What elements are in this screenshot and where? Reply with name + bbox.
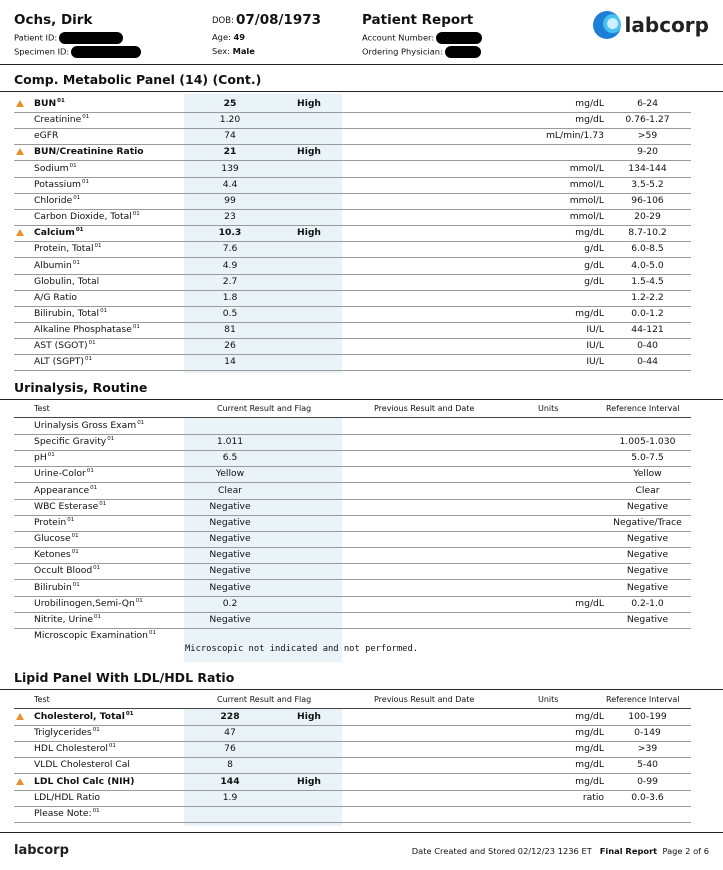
result-row	[14, 338, 691, 355]
patient-id-line	[14, 32, 123, 44]
result-value: 99	[224, 194, 236, 206]
test-name-text: Glucose	[34, 533, 71, 545]
test-name-text: Protein, Total	[34, 243, 94, 255]
test-name-text: Please Note:	[34, 807, 92, 819]
specimen-id-line	[14, 46, 141, 58]
footnote-marker: 01	[69, 162, 77, 169]
reference-interval: 134-144	[628, 162, 667, 174]
reference-interval: 0-99	[637, 775, 658, 787]
test-name	[34, 614, 101, 625]
result-row	[14, 112, 691, 129]
result-row	[14, 483, 691, 500]
redaction-mark	[59, 32, 123, 44]
patient-id-label: Patient ID:	[14, 32, 58, 43]
test-name-text: Triglycerides	[34, 727, 92, 739]
result-units: g/dL	[584, 259, 604, 271]
footnote-marker: 01	[57, 98, 65, 104]
labcorp-logo	[593, 10, 709, 40]
test-name	[34, 420, 144, 431]
footnote-marker: 01	[135, 597, 143, 604]
result-row	[14, 580, 691, 597]
reference-interval: 96-106	[631, 194, 664, 206]
footnote-marker: 01	[92, 807, 100, 814]
test-name-text: Protein	[34, 516, 67, 528]
result-value: 139	[221, 162, 239, 174]
result-units: mg/dL	[575, 775, 604, 787]
abnormal-flag-icon	[16, 778, 24, 785]
result-value: 21	[223, 146, 237, 158]
column-header-test: Test	[34, 404, 50, 413]
test-name-text: Albumin	[34, 259, 72, 271]
reference-interval: 0-44	[637, 356, 658, 368]
patient-name: Ochs, Dirk	[14, 12, 93, 28]
logo-circle-icon	[593, 11, 621, 39]
result-value: 1.8	[222, 291, 238, 303]
sex-line	[212, 46, 255, 56]
reference-interval: Negative	[626, 613, 669, 625]
result-row	[14, 547, 691, 564]
reference-interval: 5.0-7.5	[631, 452, 664, 464]
abnormal-flag-icon	[16, 100, 24, 107]
column-header-units: Units	[538, 695, 559, 704]
reference-interval: 1.5-4.5	[631, 275, 664, 287]
footnote-marker: 01	[132, 324, 140, 331]
result-row	[14, 258, 691, 275]
test-name	[34, 549, 79, 560]
result-row	[14, 193, 691, 210]
result-value: 7.6	[222, 243, 238, 255]
footnote-marker: 01	[99, 500, 107, 507]
section-divider	[0, 91, 723, 92]
test-name-text: HDL Cholesterol	[34, 743, 108, 755]
header-divider	[0, 64, 723, 65]
result-units: mg/dL	[575, 227, 604, 239]
test-name	[34, 808, 100, 819]
result-units: mL/min/1.73	[545, 130, 604, 142]
test-name-text: AST (SGOT)	[34, 340, 88, 352]
section-divider	[0, 689, 723, 690]
test-name	[34, 759, 130, 770]
result-value: 0.5	[222, 307, 238, 319]
footer-status: Final Report	[599, 846, 658, 856]
footnote-marker: 01	[94, 243, 102, 250]
test-name-text: WBC Esterase	[34, 500, 99, 512]
test-name	[34, 598, 143, 609]
footnote-marker: 01	[148, 629, 156, 636]
test-name-text: Specific Gravity	[34, 436, 107, 448]
test-name	[34, 227, 83, 238]
result-units: mg/dL	[575, 743, 604, 755]
result-row	[14, 161, 691, 178]
reference-interval: 0.76-1.27	[625, 114, 670, 126]
test-name-text: eGFR	[34, 130, 59, 142]
reference-interval: 100-199	[628, 711, 667, 722]
result-units: mg/dL	[575, 597, 604, 609]
test-name	[34, 533, 79, 544]
result-units: mmol/L	[569, 162, 604, 174]
test-name-text: Cholesterol, Total	[34, 711, 125, 722]
footnote-marker: 01	[132, 211, 140, 218]
result-value: Yellow	[215, 468, 245, 480]
specimen-id-label: Specimen ID:	[14, 46, 70, 57]
footnote-marker: 01	[93, 565, 101, 572]
result-value: Negative	[209, 533, 251, 545]
footnote-marker: 01	[100, 307, 108, 314]
result-units: mg/dL	[575, 114, 604, 126]
footnote-marker: 01	[108, 743, 116, 750]
column-header-previous: Previous Result and Date	[374, 404, 475, 413]
reference-interval: 4.0-5.0	[631, 259, 664, 271]
section-title: Comp. Metabolic Panel (14) (Cont.)	[14, 72, 262, 87]
result-value: 228	[220, 711, 240, 722]
result-flag: High	[297, 775, 321, 787]
reference-interval: 0-40	[637, 340, 658, 352]
result-value: 47	[224, 727, 236, 739]
result-row	[14, 531, 691, 548]
report-header	[14, 12, 709, 62]
footnote-marker: 01	[137, 420, 145, 426]
section-title: Lipid Panel With LDL/HDL Ratio	[14, 670, 235, 685]
test-name-text: pH	[34, 452, 47, 464]
test-name	[34, 340, 96, 351]
footer-date-value: 02/12/23 1236 ET	[517, 846, 592, 856]
test-name	[34, 324, 140, 335]
footnote-marker: 01	[90, 484, 98, 491]
test-name-text: Carbon Dioxide, Total	[34, 211, 132, 223]
result-value: 1.20	[219, 114, 241, 126]
result-row	[14, 741, 691, 758]
reference-interval: 20-29	[634, 211, 661, 223]
footnote-marker: 01	[81, 178, 89, 185]
test-name	[34, 452, 55, 463]
test-name-text: Alkaline Phosphatase	[34, 324, 132, 336]
footnote-marker: 01	[72, 581, 80, 588]
result-value: 14	[224, 356, 236, 368]
reference-interval: >59	[637, 130, 658, 142]
result-value: 10.3	[218, 227, 242, 239]
column-header-row	[14, 404, 691, 418]
reference-interval: 0.2-1.0	[631, 597, 664, 609]
footer-page: Page 2 of 6	[662, 846, 709, 856]
result-row	[14, 128, 691, 145]
test-name-text: Ketones	[34, 549, 71, 561]
column-header-row	[14, 695, 691, 709]
reference-interval: 0.0-3.6	[631, 791, 664, 803]
result-value: Clear	[217, 484, 243, 496]
reference-interval: 1.005-1.030	[619, 436, 676, 448]
footer-info	[412, 846, 709, 856]
test-name-text: Calcium	[34, 227, 75, 239]
result-value: 74	[224, 130, 236, 142]
result-row	[14, 774, 691, 791]
result-value: 76	[224, 743, 236, 755]
result-row	[14, 418, 691, 435]
result-value: 81	[224, 324, 236, 336]
result-flag: High	[297, 227, 321, 239]
result-units: ratio	[582, 791, 604, 803]
test-name	[34, 130, 58, 141]
reference-interval: 5-40	[637, 759, 658, 771]
result-value: 8	[227, 759, 233, 771]
test-name-text: A/G Ratio	[34, 291, 78, 303]
test-name	[34, 743, 116, 754]
result-units: IU/L	[586, 340, 604, 352]
test-name	[34, 436, 114, 447]
footer-logo: labcorp	[14, 843, 69, 858]
test-name-text: ALT (SGPT)	[34, 356, 84, 368]
report-title: Patient Report	[362, 12, 474, 28]
dob-label: DOB:	[212, 16, 234, 26]
footnote-marker: 01	[88, 340, 96, 347]
result-row	[14, 177, 691, 194]
result-value: Negative	[209, 581, 251, 593]
footnote-marker: 01	[107, 436, 115, 443]
footnote-marker: 01	[73, 194, 81, 201]
footer-divider	[0, 832, 723, 833]
result-units: mg/dL	[575, 711, 604, 722]
account-line	[362, 32, 482, 44]
test-name-text: Appearance	[34, 484, 90, 496]
test-name	[34, 468, 94, 479]
result-row	[14, 225, 691, 242]
footnote-marker: 01	[125, 711, 134, 717]
result-value: 2.7	[222, 275, 238, 287]
test-name	[34, 179, 89, 190]
test-name	[34, 517, 74, 528]
reference-interval: Clear	[635, 484, 660, 496]
test-name	[34, 485, 97, 496]
test-name-text: Occult Blood	[34, 565, 93, 577]
abnormal-flag-icon	[16, 229, 24, 236]
reference-interval: 44-121	[631, 324, 664, 336]
result-flag: High	[297, 98, 321, 109]
result-row	[14, 515, 691, 532]
result-value: 144	[220, 775, 240, 787]
test-name-text: Bilirubin, Total	[34, 307, 100, 319]
redaction-mark	[436, 32, 482, 44]
test-name	[34, 211, 140, 222]
result-row	[14, 290, 691, 307]
result-value: 23	[224, 211, 236, 223]
result-value: 4.9	[222, 259, 238, 271]
test-name	[34, 776, 134, 787]
result-row	[14, 725, 691, 742]
age-label: Age:	[212, 32, 231, 42]
result-row	[14, 306, 691, 323]
result-value: Negative	[209, 565, 251, 577]
microscopic-note: Microscopic not indicated and not performed.	[185, 643, 419, 654]
result-value: 1.9	[222, 791, 238, 803]
result-flag: High	[297, 146, 321, 158]
result-value: Negative	[209, 500, 251, 512]
test-name-text: Sodium	[34, 162, 69, 174]
test-name-text: Urobilinogen,Semi-Qn	[34, 597, 135, 609]
result-row	[14, 563, 691, 580]
reference-interval: Negative	[626, 533, 669, 545]
test-name-text: Urinalysis Gross Exam	[34, 420, 137, 431]
result-units: mg/dL	[575, 759, 604, 771]
footnote-marker: 01	[82, 114, 90, 121]
result-units: IU/L	[586, 356, 604, 368]
redaction-mark	[445, 46, 481, 58]
sex-value: Male	[232, 46, 255, 56]
result-value: 0.2	[222, 597, 238, 609]
result-row	[14, 499, 691, 516]
test-name-text: Chloride	[34, 194, 73, 206]
footer-date-label: Date Created and Stored	[411, 846, 516, 856]
result-units: mg/dL	[575, 727, 604, 739]
age-line	[212, 32, 245, 42]
test-name-text: Urine-Color	[34, 468, 86, 480]
result-row	[14, 612, 691, 629]
footnote-marker: 01	[47, 452, 55, 459]
test-name	[34, 195, 80, 206]
test-name-text: Bilirubin	[34, 581, 72, 593]
footnote-marker: 01	[86, 468, 94, 475]
reference-interval: Negative/Trace	[613, 516, 682, 528]
result-value: 4.4	[222, 178, 238, 190]
result-units: g/dL	[584, 275, 604, 287]
reference-interval: 6-24	[637, 98, 658, 109]
test-name	[34, 163, 77, 174]
result-value: Negative	[209, 613, 251, 625]
dob-value: 07/08/1973	[236, 12, 322, 28]
test-name	[34, 711, 134, 722]
test-name	[34, 565, 100, 576]
column-header-test: Test	[34, 695, 50, 704]
result-units: IU/L	[586, 324, 604, 336]
result-value: 26	[224, 340, 236, 352]
reference-interval: 3.5-5.2	[631, 178, 664, 190]
reference-interval: Yellow	[633, 468, 662, 480]
redaction-mark	[71, 46, 141, 58]
result-value: Negative	[209, 549, 251, 561]
account-label: Account Number:	[362, 32, 435, 43]
result-value: Negative	[209, 516, 251, 528]
column-header-units: Units	[538, 404, 559, 413]
test-name-text: Nitrite, Urine	[34, 613, 93, 625]
reference-interval: Negative	[626, 581, 669, 593]
test-name	[34, 243, 102, 254]
test-name	[34, 727, 100, 738]
test-name	[34, 260, 80, 271]
reference-interval: 0-149	[634, 727, 661, 739]
footnote-marker: 01	[71, 533, 79, 540]
footnote-marker: 01	[93, 613, 101, 620]
abnormal-flag-icon	[16, 713, 24, 720]
test-name-text: BUN/Creatinine Ratio	[34, 146, 144, 158]
abnormal-flag-icon	[16, 148, 24, 155]
physician-label: Ordering Physician:	[362, 46, 443, 57]
reference-interval: Negative	[626, 500, 669, 512]
reference-interval: 9-20	[637, 146, 658, 158]
result-row	[14, 806, 691, 823]
result-row	[14, 209, 691, 226]
test-name	[34, 98, 65, 109]
test-name-text: Potassium	[34, 178, 81, 190]
test-name-text: Creatinine	[34, 114, 82, 126]
reference-interval: 8.7-10.2	[628, 227, 667, 239]
footnote-marker: 01	[67, 516, 75, 523]
result-units: g/dL	[584, 243, 604, 255]
section-divider	[0, 399, 723, 400]
column-header-reference: Reference Interval	[606, 404, 680, 413]
section-title: Urinalysis, Routine	[14, 380, 148, 395]
microscopic-exam-label	[34, 630, 156, 641]
result-value: 6.5	[222, 452, 238, 464]
footnote-marker: 01	[71, 549, 79, 556]
result-flag: High	[297, 711, 321, 722]
test-name-text: BUN	[34, 98, 57, 109]
reference-interval: 0.0-1.2	[631, 307, 664, 319]
test-name	[34, 114, 89, 125]
result-row	[14, 274, 691, 291]
test-name	[34, 582, 80, 593]
test-name	[34, 146, 144, 157]
result-row	[14, 790, 691, 807]
reference-interval: 1.2-2.2	[631, 291, 664, 303]
result-row	[14, 466, 691, 483]
test-name-text: LDL/HDL Ratio	[34, 791, 101, 803]
result-units: mmol/L	[569, 194, 604, 206]
result-units: mg/dL	[575, 98, 604, 109]
result-row	[14, 354, 691, 371]
result-row	[14, 709, 691, 726]
footnote-marker: 01	[72, 259, 80, 266]
physician-line	[362, 46, 481, 58]
column-header-current: Current Result and Flag	[217, 404, 312, 413]
test-name-text: LDL Chol Calc (NIH)	[34, 775, 135, 787]
result-row	[14, 241, 691, 258]
test-name	[34, 792, 100, 803]
logo-text: labcorp	[624, 13, 709, 37]
footnote-marker: 01	[92, 727, 100, 734]
microscopic-exam-label-text: Microscopic Examination	[34, 629, 148, 641]
result-units: mmol/L	[569, 211, 604, 223]
reference-interval: >39	[637, 743, 658, 755]
column-header-previous: Previous Result and Date	[374, 695, 475, 704]
footnote-marker: 01	[84, 356, 92, 363]
age-value: 49	[233, 32, 246, 42]
result-units: mg/dL	[575, 307, 604, 319]
test-name	[34, 501, 106, 512]
footnote-marker: 01	[75, 227, 84, 234]
result-value: 1.011	[216, 436, 244, 448]
test-name-text: Globulin, Total	[34, 275, 100, 287]
result-row	[14, 596, 691, 613]
result-row	[14, 144, 691, 161]
result-row	[14, 96, 691, 113]
result-row	[14, 450, 691, 467]
test-name	[34, 292, 77, 303]
column-header-reference: Reference Interval	[606, 695, 680, 704]
test-name	[34, 308, 107, 319]
result-value: 25	[223, 98, 237, 109]
reference-interval: Negative	[626, 549, 669, 561]
test-name	[34, 276, 99, 287]
result-row	[14, 434, 691, 451]
reference-interval: 6.0-8.5	[631, 243, 664, 255]
result-row	[14, 757, 691, 774]
sex-label: Sex:	[212, 46, 230, 56]
result-row	[14, 322, 691, 339]
test-name	[34, 356, 92, 367]
column-header-current: Current Result and Flag	[217, 695, 312, 704]
result-units: mmol/L	[569, 178, 604, 190]
reference-interval: Negative	[626, 565, 669, 577]
test-name-text: VLDL Cholesterol Cal	[34, 759, 130, 771]
